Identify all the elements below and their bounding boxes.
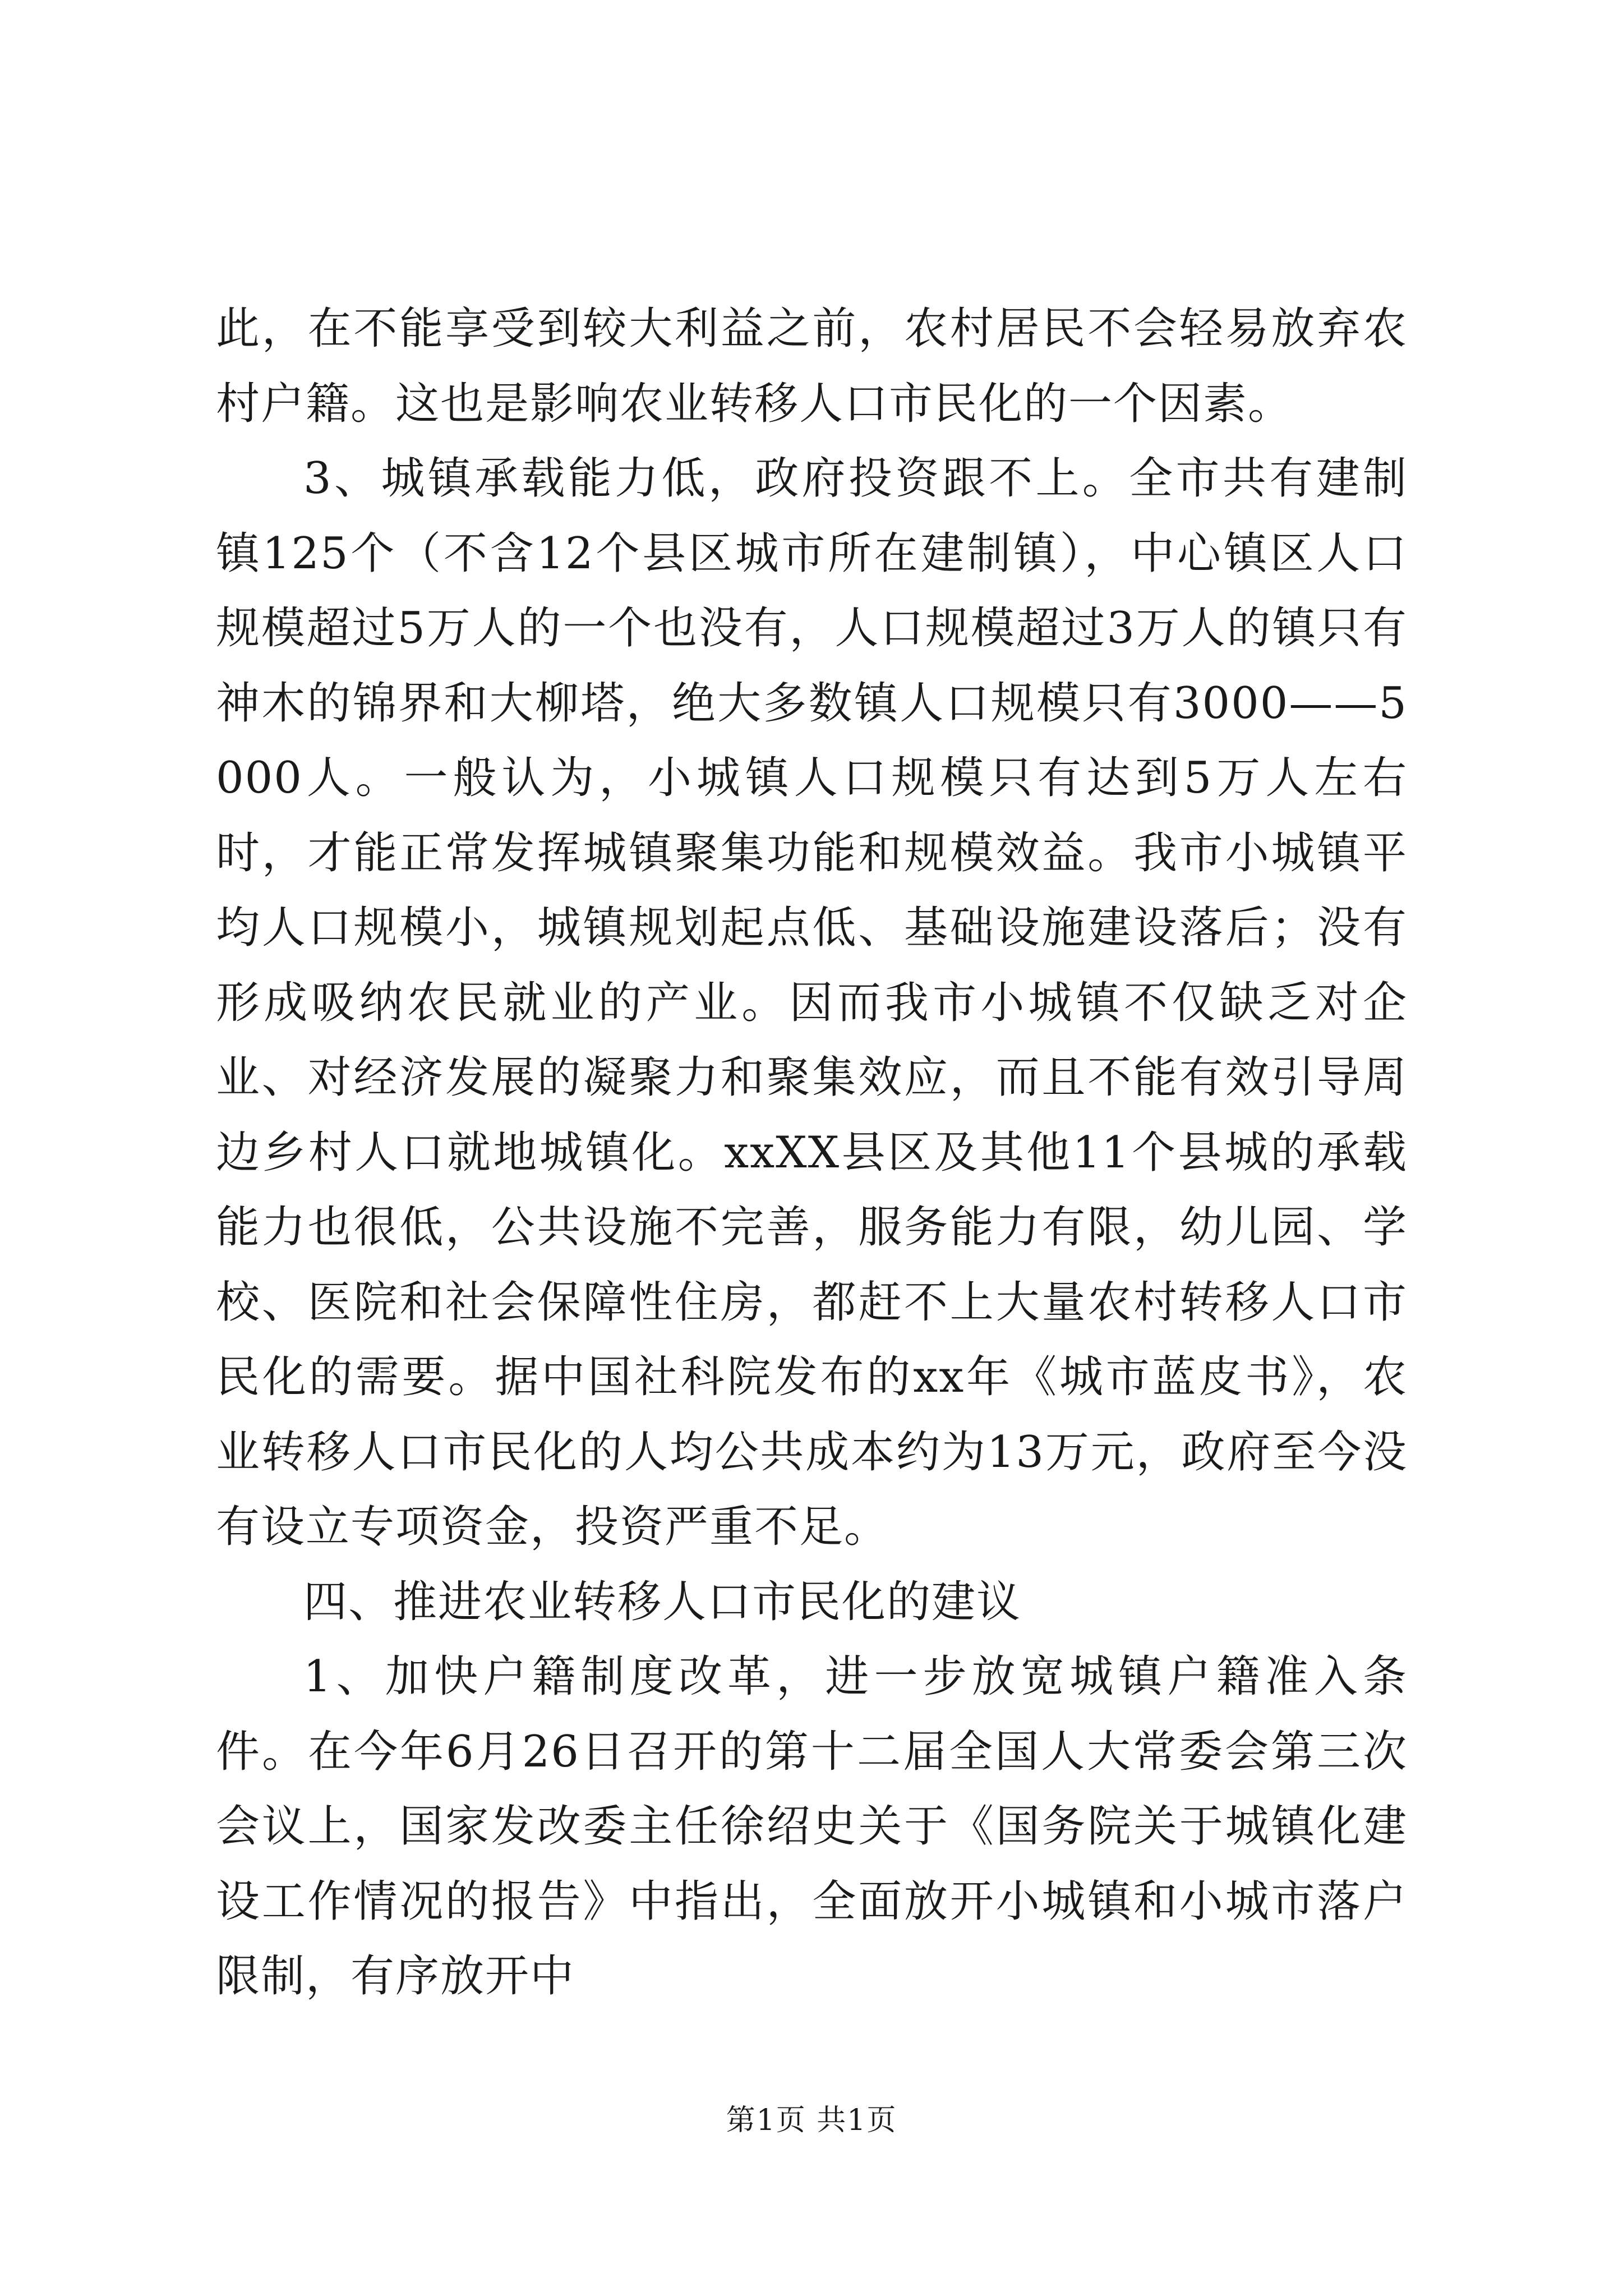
body-text bbox=[216, 292, 1408, 2014]
section-heading: 四、推进农业转移人口市民化的建议 bbox=[303, 1576, 1022, 1627]
paragraph-3: 1、加快户籍制度改革，进一步放宽城镇户籍准入条件。在今年6月26日召开的第十二届全国人大常委会第三次会议上，国家发改委主任徐绍史关于《国务院关于城镇化建设工作情况的报告》中指出，全面放开小城镇和小城市落户限制，有序放开中 bbox=[216, 1651, 1408, 2001]
paragraph-2: 3、城镇承载能力低，政府投资跟不上。全市共有建制镇125个（不含12个县区城市所在建制镇），中心镇区人口规模超过5万人的一个也没有，人口规模超过3万人的镇只有神木的锦界和大柳塔，绝大多数镇人口规模只有3000——5000人。一般认为，小城镇人口规模只有达到5万人左右时，才能正常发挥城镇聚集功能和规模效益。我市小城镇平均人口规模小，城镇规划起点低、基础设施建设落后；没有形成吸纳农民就业的产业。因而我市小城镇不仅缺乏对企业、对经济发展的凝聚力和聚集效应，而且不能有效引导周边乡村人口就地城镇化。xxXX县区及其他11个县城的承载能力也很低，公共设施不完善，服务能力有限，幼儿园、学校、医院和社会保障性住房，都赶不上大量农村转移人口市民化的需要。据中国社科院发布的xx年《城市蓝皮书》，农业转移人口市民化的人均公共成本约为13万元，政府至今没有设立专项资金，投资严重不足。 bbox=[216, 453, 1408, 1552]
paragraph-1: 此，在不能享受到较大利益之前，农村居民不会轻易放弃农村户籍。这也是影响农业转移人口市民化的一个因素。 bbox=[216, 303, 1408, 429]
page-footer: 第1页 共1页 bbox=[726, 2104, 897, 2137]
